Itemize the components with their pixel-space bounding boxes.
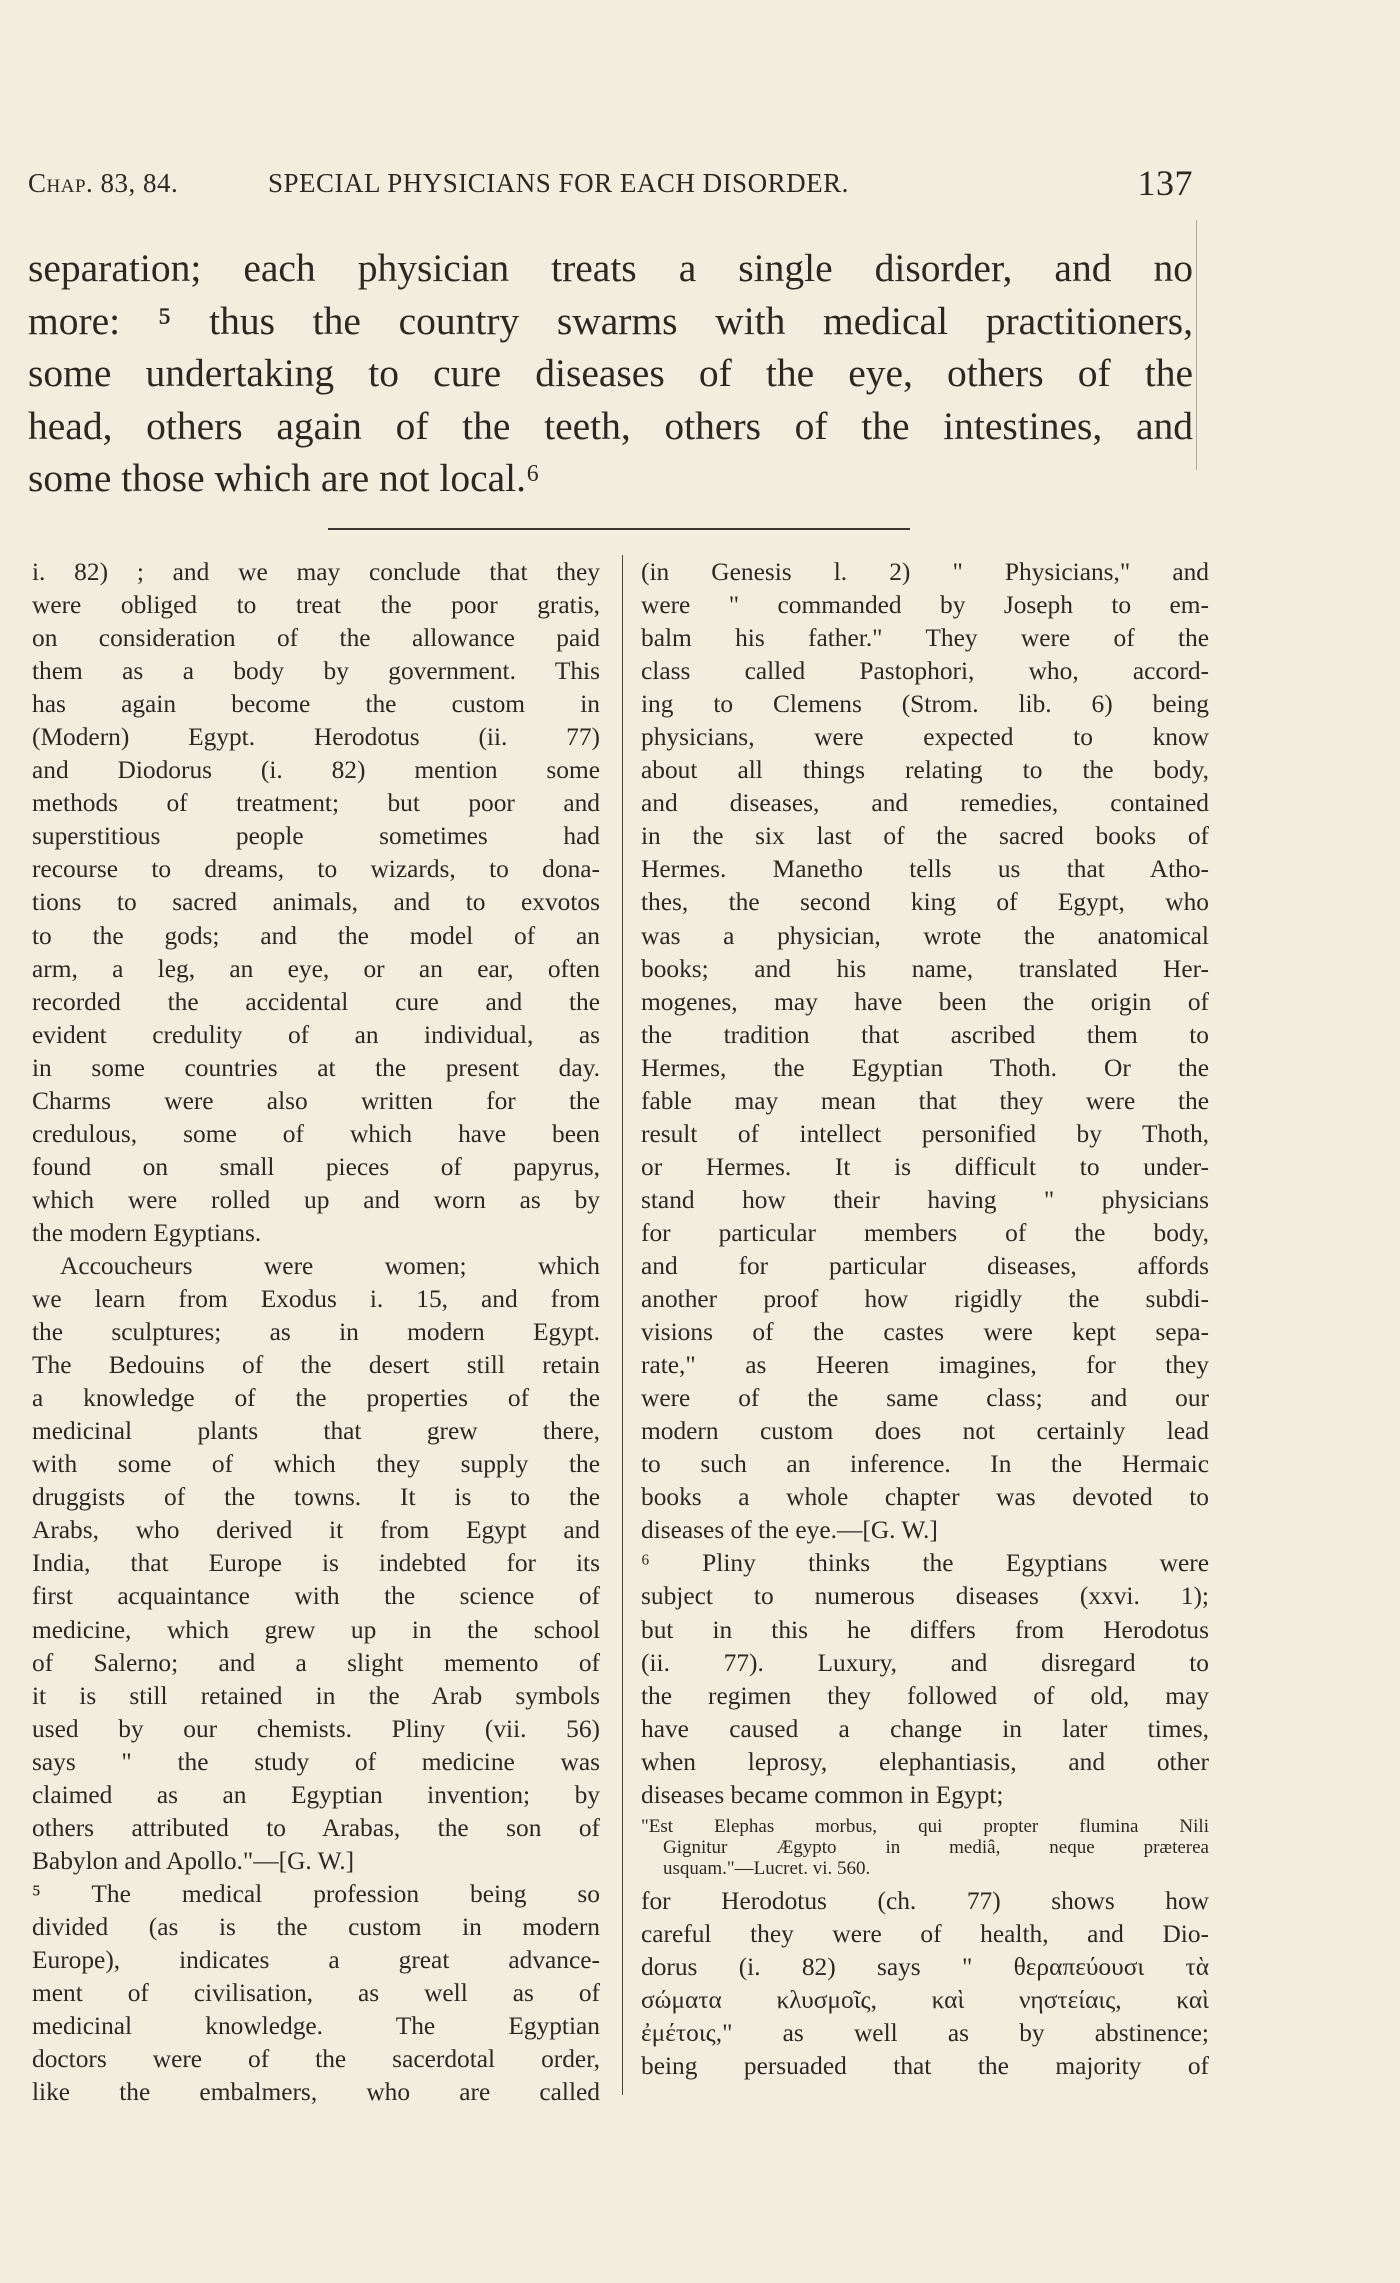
footnote-line: tions to sacred animals, and to exvotos bbox=[32, 888, 600, 917]
footnote-line: balm his father." They were of the bbox=[641, 624, 1209, 653]
footnote-line: were of the same class; and our bbox=[641, 1384, 1209, 1413]
footnote-line: used by our chemists. Pliny (vii. 56) bbox=[32, 1714, 600, 1743]
footnote-line: and Diodorus (i. 82) mention some bbox=[32, 756, 600, 785]
footnote-line: the regimen they followed of old, may bbox=[641, 1681, 1209, 1710]
main-line: some those which are not local.⁶ bbox=[28, 456, 540, 500]
footnote-line: mogenes, may have been the origin of bbox=[641, 987, 1209, 1016]
footnote-line: for Herodotus (ch. 77) shows how bbox=[641, 1886, 1209, 1915]
right-column-text-after-quote bbox=[641, 1885, 1209, 2083]
page-number: 137 bbox=[1137, 163, 1193, 203]
footnote-line: were " commanded by Joseph to em- bbox=[641, 591, 1209, 620]
footnote-line: Arabs, who derived it from Egypt and bbox=[32, 1516, 600, 1545]
footnote-line: medicinal knowledge. The Egyptian bbox=[32, 2012, 600, 2041]
footnote-line: fable may mean that they were the bbox=[641, 1086, 1209, 1115]
lucretius-quote bbox=[641, 1812, 1209, 1885]
footnote-line: credulous, some of which have been bbox=[32, 1119, 600, 1148]
footnote-line: says " the study of medicine was bbox=[32, 1747, 600, 1776]
footnote-line: divided (as is the custom in modern bbox=[32, 1912, 600, 1941]
footnote-line: physicians, were expected to know bbox=[641, 723, 1209, 752]
footnote-line: ing to Clemens (Strom. lib. 6) being bbox=[641, 690, 1209, 719]
footnote-line: druggists of the towns. It is to the bbox=[32, 1483, 600, 1512]
footnote-line: in the six last of the sacred books of bbox=[641, 822, 1209, 851]
quote-line: usquam."—Lucret. vi. 560. bbox=[663, 1857, 871, 1879]
footnote-line: others attributed to Arabas, the son of bbox=[32, 1813, 600, 1842]
right-column-text-before-quote bbox=[641, 556, 1209, 1812]
column-divider bbox=[622, 555, 623, 2095]
footnote-line: the sculptures; as in modern Egypt. bbox=[32, 1318, 600, 1347]
footnote-line: and for particular diseases, affords bbox=[641, 1251, 1209, 1280]
footnote-line: we learn from Exodus i. 15, and from bbox=[32, 1285, 600, 1314]
footnote-line: diseases of the eye.—[G. W.] bbox=[641, 1516, 938, 1545]
footnote-line: visions of the castes were kept sepa- bbox=[641, 1318, 1209, 1347]
footnote-line: found on small pieces of papyrus, bbox=[32, 1152, 600, 1181]
footnote-line: have caused a change in later times, bbox=[641, 1714, 1209, 1743]
footnote-line: a knowledge of the properties of the bbox=[32, 1384, 600, 1413]
footnote-line: medicine, which grew up in the school bbox=[32, 1615, 600, 1644]
chapter-reference: Chap. 83, 84. bbox=[28, 168, 179, 198]
footnote-line: The Bedouins of the desert still retain bbox=[32, 1351, 600, 1380]
footnote-line: Charms were also written for the bbox=[32, 1086, 600, 1115]
main-line: separation; each physician treats a single disorder, and no bbox=[28, 246, 1193, 290]
footnote-line: Babylon and Apollo."—[G. W.] bbox=[32, 1846, 355, 1875]
footnotes-right-column bbox=[641, 556, 1209, 2083]
footnote-line: i. 82) ; and we may conclude that they bbox=[32, 558, 600, 586]
footnote-line: about all things relating to the body, bbox=[641, 756, 1209, 785]
footnote-line: stand how their having " physicians bbox=[641, 1185, 1209, 1214]
footnote-line: dorus (i. 82) says " θεραπεύουσι τὰ bbox=[641, 1952, 1209, 1981]
footnote-line: were obliged to treat the poor gratis, bbox=[32, 591, 600, 620]
footnote-line: rate," as Heeren imagines, for they bbox=[641, 1351, 1209, 1380]
footnote-line: (ii. 77). Luxury, and disregard to bbox=[641, 1648, 1209, 1677]
footnote-line: diseases became common in Egypt; bbox=[641, 1780, 1004, 1809]
footnote-line: them as a body by government. This bbox=[32, 657, 600, 686]
footnote-line: with some of which they supply the bbox=[32, 1450, 600, 1479]
footnote-line: books; and his name, translated Her- bbox=[641, 954, 1209, 983]
footnote-line: result of intellect personified by Thoth, bbox=[641, 1119, 1209, 1148]
footnote-line: to such an inference. In the Hermaic bbox=[641, 1450, 1209, 1479]
footnote-line: on consideration of the allowance paid bbox=[32, 624, 600, 653]
running-title: SPECIAL PHYSICIANS FOR EACH DISORDER. bbox=[268, 168, 849, 198]
main-text bbox=[28, 242, 1193, 505]
footnote-line: for particular members of the body, bbox=[641, 1218, 1209, 1247]
footnote-line: like the embalmers, who are called bbox=[32, 2078, 600, 2107]
quote-line: "Est Elephas morbus, qui propter flumina Nili bbox=[641, 1815, 1209, 1837]
footnote-line: superstitious people sometimes had bbox=[32, 822, 600, 851]
main-line: head, others again of the teeth, others of the intestines, and bbox=[28, 403, 1193, 448]
footnote-line: but in this he differs from Herodotus bbox=[641, 1615, 1209, 1644]
footnote-line: Hermes. Manetho tells us that Atho- bbox=[641, 855, 1209, 884]
footnote-line: thes, the second king of Egypt, who bbox=[641, 888, 1209, 917]
footnote-line: modern custom does not certainly lead bbox=[641, 1417, 1209, 1446]
footnote-line: or Hermes. It is difficult to under- bbox=[641, 1152, 1209, 1181]
footnote-line: ⁵ The medical profession being so bbox=[32, 1879, 600, 1908]
footnote-line: careful they were of health, and Dio- bbox=[641, 1919, 1209, 1948]
footnote-line: books a whole chapter was devoted to bbox=[641, 1483, 1209, 1512]
footnote-line: σώματα κλυσμοῖς, καὶ νηστείαις, καὶ bbox=[641, 1985, 1209, 2014]
footnote-line: medicinal plants that grew there, bbox=[32, 1417, 600, 1446]
footnotes-left-column bbox=[32, 556, 600, 2109]
footnote-line: of Salerno; and a slight memento of bbox=[32, 1648, 600, 1677]
footnote-line: claimed as an Egyptian invention; by bbox=[32, 1780, 600, 1809]
footnote-line: first acquaintance with the science of bbox=[32, 1582, 600, 1611]
footnote-line: being persuaded that the majority of bbox=[641, 2052, 1209, 2081]
footnote-line: subject to numerous diseases (xxvi. 1); bbox=[641, 1582, 1209, 1611]
footnote-line: methods of treatment; but poor and bbox=[32, 789, 600, 818]
main-line: some undertaking to cure diseases of the eye, others of the bbox=[28, 351, 1193, 395]
footnote-line: to the gods; and the model of an bbox=[32, 921, 600, 950]
footnote-line: class called Pastophori, who, accord- bbox=[641, 657, 1209, 686]
footnote-rule bbox=[328, 528, 910, 530]
footnote-line: Accoucheurs were women; which bbox=[60, 1251, 600, 1280]
footnote-line: it is still retained in the Arab symbols bbox=[32, 1681, 600, 1710]
footnote-line: has again become the custom in bbox=[32, 690, 600, 719]
footnote-line: India, that Europe is indebted for its bbox=[32, 1549, 600, 1578]
footnote-line: the tradition that ascribed them to bbox=[641, 1020, 1209, 1049]
footnote-line: which were rolled up and worn as by bbox=[32, 1185, 600, 1214]
footnote-line: when leprosy, elephantiasis, and other bbox=[641, 1747, 1209, 1776]
footnote-line: ⁶ Pliny thinks the Egyptians were bbox=[641, 1549, 1209, 1578]
margin-bracket bbox=[1196, 220, 1211, 470]
footnote-line: arm, a leg, an eye, or an ear, often bbox=[32, 954, 600, 983]
footnote-line: (in Genesis l. 2) " Physicians," and bbox=[641, 558, 1209, 586]
footnote-line: another proof how rigidly the subdi- bbox=[641, 1285, 1209, 1314]
footnote-line: Hermes, the Egyptian Thoth. Or the bbox=[641, 1053, 1209, 1082]
footnote-line: ment of civilisation, as well as of bbox=[32, 1979, 600, 2008]
footnote-line: recourse to dreams, to wizards, to dona- bbox=[32, 855, 600, 884]
footnote-line: recorded the accidental cure and the bbox=[32, 987, 600, 1016]
footnote-line: and diseases, and remedies, contained bbox=[641, 789, 1209, 818]
running-head bbox=[28, 163, 1193, 208]
footnote-line: (Modern) Egypt. Herodotus (ii. 77) bbox=[32, 723, 600, 752]
footnote-line: in some countries at the present day. bbox=[32, 1053, 600, 1082]
footnote-line: the modern Egyptians. bbox=[32, 1218, 262, 1247]
footnote-line: was a physician, wrote the anatomical bbox=[641, 921, 1209, 950]
quote-line: Gignitur Ægypto in mediâ, neque præterea bbox=[663, 1836, 1209, 1858]
main-line: more: ⁵ thus the country swarms with medical practitioners, bbox=[28, 298, 1193, 343]
footnote-line: Europe), indicates a great advance- bbox=[32, 1945, 600, 1974]
footnote-line: ἐμέτοις," as well as by abstinence; bbox=[641, 2018, 1209, 2047]
footnote-line: doctors were of the sacerdotal order, bbox=[32, 2045, 600, 2074]
footnote-line: evident credulity of an individual, as bbox=[32, 1020, 600, 1049]
